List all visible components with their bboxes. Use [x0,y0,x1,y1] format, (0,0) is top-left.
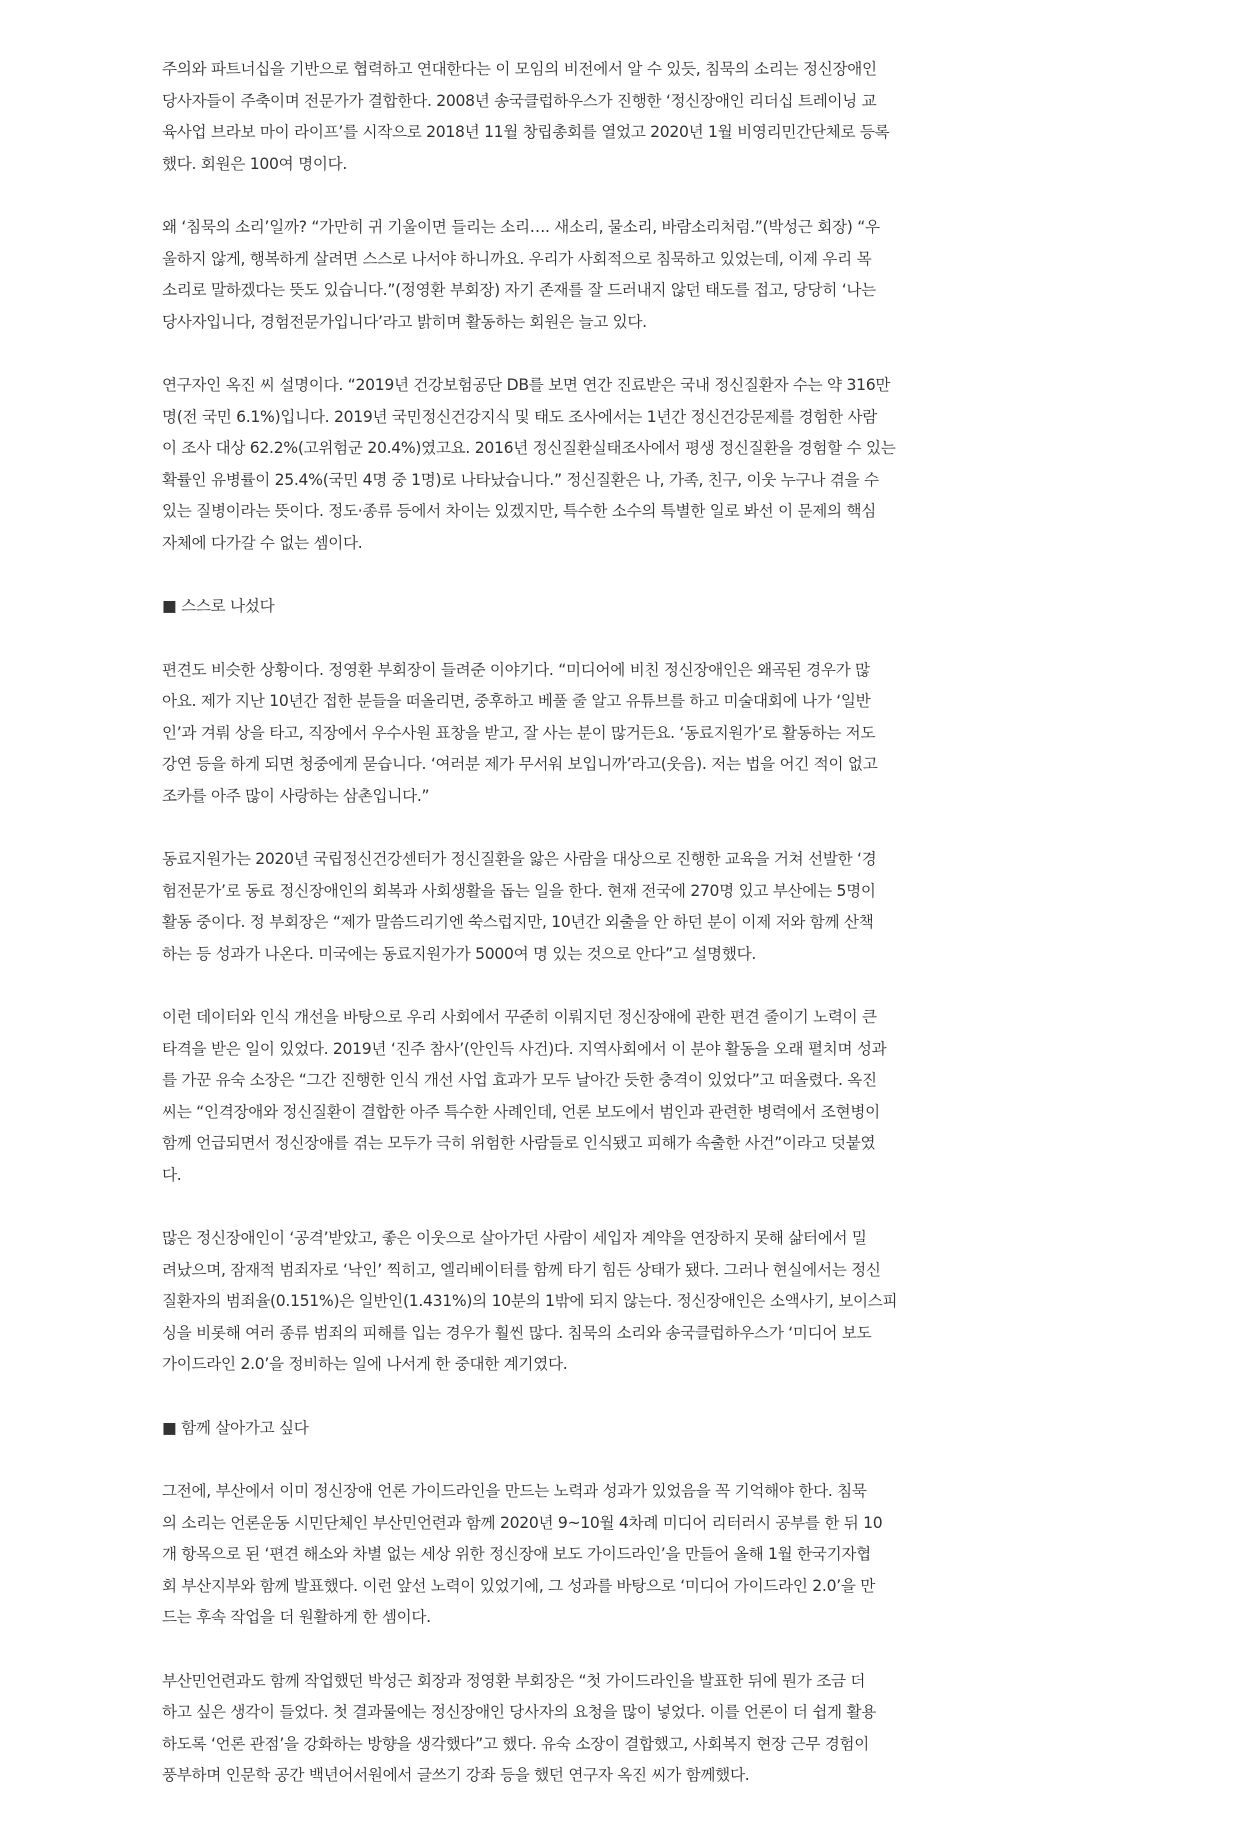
paragraph-statistics: 연구자인 옥진 씨 설명이다. “2019년 건강보험공단 DB를 보면 연간 진료받은 국내 정신질환자 수는 약 316만 명(전 국민 6.1%)입니다. 2019년 국민정신건강지식 및 태도 조사에서는 1년간 정신건강문제를 경험한 사람 이 조사 대상 62.2%(고위험군 20.4%)였고요. 2016년 정신질환실태조사에서 평생 정신질환을 경험할 수 있는 확률인 유병률이 25.4%(국민 4명 중 1명)로 나타났습니다.” 정신질환은 나, 가족, 친구, 이웃 누구나 겪을 수 있는 질병이라는 뜻이다. 정도·종류 등에서 차이는 있겠지만, 특수한 소수의 특별한 일로 봐선 이 문제의 핵심 자체에 다가갈 수 없는 셈이다. [162,376,896,552]
paragraph-first-guideline: 그전에, 부산에서 이미 정신장애 언론 가이드라인을 만드는 노력과 성과가 있었음을 꼭 기억해야 한다. 침묵 의 소리는 언론운동 시민단체인 부산민언련과 함께 2020년 9~10월 4차례 미디어 리터러시 공부를 한 뒤 10 개 항목으로 된 ‘편견 해소와 차별 없는 세상 위한 정신장애 보도 가이드라인’을 만들어 올해 1월 한국기자협 회 부산지부와 함께 발표했다. 이런 앞선 노력이 있었기에, 그 성과를 바탕으로 ‘미디어 가이드라인 2.0’을 만 드는 후속 작업을 더 원활하게 한 셈이다. [162,1482,883,1626]
paragraph-peer-supporters: 동료지원가는 2020년 국립정신건강센터가 정신질환을 앓은 사람을 대상으로 진행한 교육을 거쳐 선발한 ‘경 험전문가’로 동료 정신장애인의 회복과 사회생활을 돕는 일을 한다. 현재 전국에 270명 있고 부산에는 5명이 활동 중이다. 정 부회장은 “제가 말씀드리기엔 쑥스럽지만, 10년간 외출을 안 하던 분이 이제 저와 함께 산책 하는 등 성과가 나온다. 미국에는 동료지원가가 5000여 명 있는 것으로 안다”고 설명했다. [162,850,877,963]
article-body [162,54,1087,1824]
section-heading-living-together: ■ 함께 살아가고 싶다 [162,1418,309,1437]
paragraph-prejudice: 편견도 비슷한 상황이다. 정영환 부회장이 들려준 이야기다. “미디어에 비친 정신장애인은 왜곡된 경우가 많 아요. 제가 지난 10년간 접한 분들을 떠올리면, 중후하고 베풀 줄 알고 유튜브를 하고 미술대회에 나가 ‘일반 인’과 겨뤄 상을 타고, 직장에서 우수사원 표창을 받고, 잘 사는 분이 많거든요. ‘동료지원가’로 활동하는 저도 강연 등을 하게 되면 청중에게 묻습니다. ‘여러분 제가 무서워 보입니까’라고(웃음). 저는 법을 어긴 적이 없고 조카를 아주 많이 사랑하는 삼촌입니다.” [162,660,878,805]
paragraph-why-name: 왜 ‘침묵의 소리’일까? “가만히 귀 기울이면 들리는 소리…. 새소리, 물소리, 바람소리처럼.”(박성근 회장) “우 울하지 않게, 행복하게 살려면 스스로 나서야 하니까요. 우리가 사회적으로 침묵하고 있었는데, 이제 우리 목 소리로 말하겠다는 뜻도 있습니다.”(정영환 부회장) 자기 존재를 잘 드러내지 않던 태도를 접고, 당당히 ‘나는 당사자입니다, 경험전문가입니다’라고 밝히며 활동하는 회원은 늘고 있다. [162,218,880,331]
paragraph-jinju-incident: 이런 데이터와 인식 개선을 바탕으로 우리 사회에서 꾸준히 이뤄지던 정신장애에 관한 편견 줄이기 노력이 큰 타격을 받은 일이 있었다. 2019년 ‘진주 참사’(안인득 사건)다. 지역사회에서 이 분야 활동을 오래 펼치며 성과 를 가꾼 유숙 소장은 “그간 진행한 인식 개선 사업 효과가 모두 날아간 듯한 충격이 있었다”고 떠올렸다. 옥진 씨는 “인격장애와 정신질환이 결합한 아주 특수한 사례인데, 언론 보도에서 범인과 관련한 병력에서 조현병이 함께 언급되면서 정신장애를 겪는 모두가 극히 위험한 사람들로 인식됐고 피해가 속출한 사건”이라고 덧붙였 다. [162,1008,887,1184]
paragraph-stigma: 많은 정신장애인이 ‘공격’받았고, 좋은 이웃으로 살아가던 사람이 세입자 계약을 연장하지 못해 삶터에서 밀 려났으며, 잠재적 범죄자로 ‘낙인’ 찍히고, 엘리베이터를 함께 타기 힘든 상태가 됐다. 그러나 현실에서는 정신 질환자의 범죄율(0.151%)은 일반인(1.431%)의 10분의 1밖에 되지 않는다. 정신장애인은 소액사기, 보이스피 싱을 비롯해 여러 종류 범죄의 피해를 입는 경우가 훨씬 많다. 침묵의 소리와 송국클럽하우스가 ‘미디어 보도 가이드라인 2.0’을 정비하는 일에 나서게 한 중대한 계기였다. [162,1229,898,1373]
paragraph-collaboration: 부산민언련과도 함께 작업했던 박성근 회장과 정영환 부회장은 “첫 가이드라인을 발표한 뒤에 뭔가 조금 더 하고 싶은 생각이 들었다. 첫 결과물에는 정신장애인 당사자의 요청을 많이 넣었다. 이를 언론이 더 쉽게 활용 하도록 ‘언론 관점’을 강화하는 방향을 생각했다”고 했다. 유숙 소장이 결합했고, 사회복지 현장 근무 경험이 풍부하며 인문학 공간 백년어서원에서 글쓰기 강좌 등을 했던 연구자 옥진 씨가 함께했다. [162,1671,877,1784]
paragraph-vision: 주의와 파트너십을 기반으로 협력하고 연대한다는 이 모임의 비전에서 알 수 있듯, 침묵의 소리는 정신장애인 당사자들이 주축이며 전문가가 결합한다. 2008년 송국클럽하우스가 진행한 ‘정신장애인 리더십 트레이닝 교 육사업 브라보 마이 라이프’를 시작으로 2018년 11월 창립총회를 열었고 2020년 1월 비영리민간단체로 등록 했다. 회원은 100여 명이다. [162,60,890,173]
section-heading-self-advocacy: ■ 스스로 나섰다 [162,597,275,615]
